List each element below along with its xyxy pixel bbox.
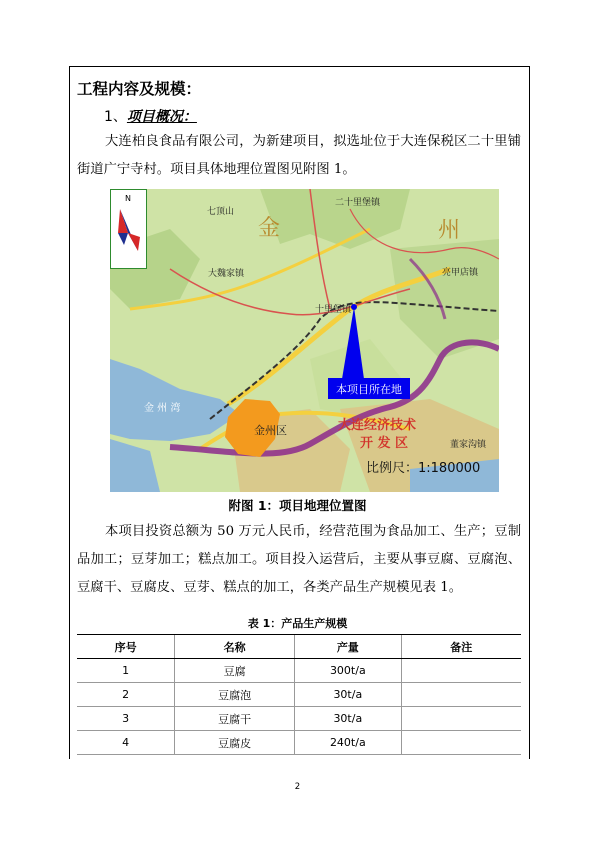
map-label-dongjia: 董家沟镇 — [450, 440, 487, 450]
map-label-jinzhouwan: 金 州 湾 — [144, 403, 181, 414]
cell-name: 豆腐 — [175, 659, 295, 683]
table-row — [77, 707, 521, 731]
subsection-number: 1、 — [104, 109, 127, 125]
map-caption: 附图 1：项目地理位置图 — [228, 498, 367, 513]
map-label-jin: 金 — [258, 216, 281, 241]
map-label-jinzhouqu: 金州区 — [254, 424, 287, 437]
intro-paragraph: 大连柏良食品有限公司，为新建项目，拟选址位于大连保税区二十里铺街道广宁寺村。项目具体地理位置图见附图 1。 — [77, 134, 521, 177]
table-row — [77, 731, 521, 755]
table-row — [77, 659, 521, 683]
project-label: 本项目所在地 — [336, 383, 402, 396]
cell-remark — [401, 731, 521, 755]
cell-index: 4 — [77, 731, 175, 755]
cell-output: 30t/a — [295, 683, 402, 707]
map-label-liangjiadian: 亮甲店镇 — [442, 268, 479, 278]
cell-remark — [401, 659, 521, 683]
table-header-row — [77, 635, 521, 659]
cell-remark — [401, 707, 521, 731]
map-label-zone-line1: 大连经济技术 — [338, 418, 417, 433]
investment-paragraph: 本项目投资总额为 50 万元人民币，经营范围为食品加工、生产；豆制品加工；豆芽加工；糕点加工。项目投入运营后，主要从事豆腐、豆腐泡、豆腐干、豆腐皮、豆芽、糕点的加工，各类产品生产规模见表 1。 — [77, 524, 521, 595]
north-label: N — [125, 194, 131, 203]
location-map — [110, 189, 499, 492]
map-label-qiding: 七顶山 — [207, 207, 235, 217]
table-row — [77, 683, 521, 707]
header-remark: 备注 — [401, 635, 521, 659]
map-label-zone-line2: 开 发 区 — [360, 436, 409, 451]
map-label-ershilipu: 十里堡镇 — [315, 305, 352, 315]
cell-name: 豆腐泡 — [175, 683, 295, 707]
header-output: 产量 — [295, 635, 402, 659]
cell-index: 2 — [77, 683, 175, 707]
cell-index: 1 — [77, 659, 175, 683]
map-scale-label: 比例尺：1:180000 — [366, 461, 481, 476]
cell-output: 300t/a — [295, 659, 402, 683]
table-caption: 表 1：产品生产规模 — [247, 617, 348, 630]
map-label-zhou: 州 — [438, 218, 461, 243]
map-label-dawei: 大魏家镇 — [208, 269, 245, 279]
production-table — [77, 634, 521, 755]
page-number: 2 — [294, 782, 301, 792]
section-heading: 工程内容及规模： — [77, 80, 202, 98]
header-index: 序号 — [77, 635, 175, 659]
subsection-heading — [104, 106, 197, 126]
cell-name: 豆腐干 — [175, 707, 295, 731]
subsection-title: 项目概况： — [126, 109, 197, 125]
cell-name: 豆腐皮 — [175, 731, 295, 755]
cell-output: 240t/a — [295, 731, 402, 755]
cell-output: 30t/a — [295, 707, 402, 731]
cell-index: 3 — [77, 707, 175, 731]
map-label-ershilipu-town: 二十里堡镇 — [335, 198, 381, 208]
cell-remark — [401, 683, 521, 707]
header-name: 名称 — [175, 635, 295, 659]
